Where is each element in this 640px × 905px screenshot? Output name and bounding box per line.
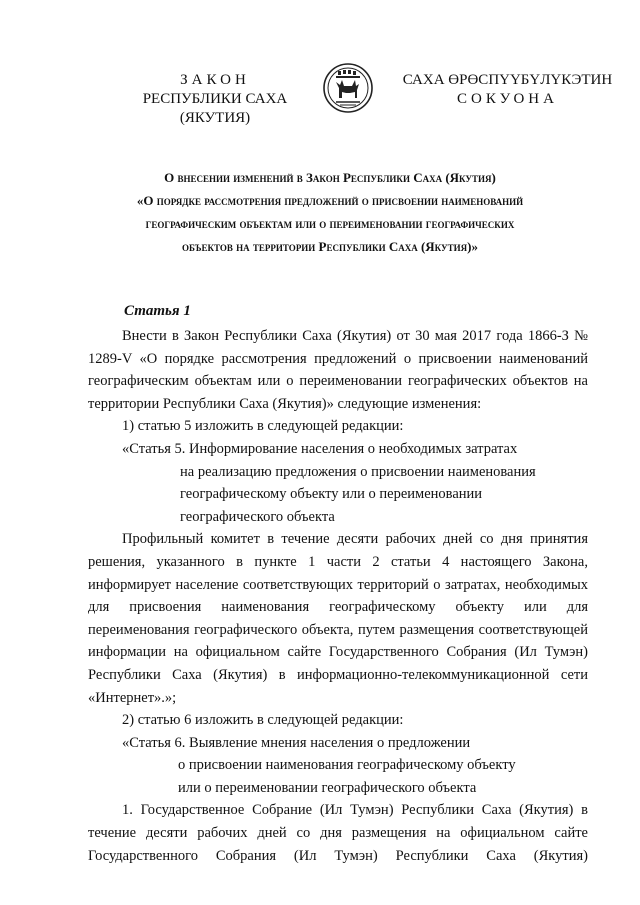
article-heading: Статья 1 xyxy=(124,303,191,319)
article-6-text: 1. Государственное Собрание (Ил Тумэн) Республики Саха (Якутия) в течение десяти рабочих дней со дня размещения на официальном сайте Государственного Собрания (Ил Тумэн) Республики Саха (Якутия) xyxy=(88,802,588,864)
header-law-label: ЗАКОН xyxy=(180,72,250,88)
article-6-heading-1: «Статья 6. Выявление мнения населения о предложении xyxy=(122,734,471,751)
article-6-heading-3: или о переименовании географического объекта xyxy=(178,779,477,796)
title-line-2: «О порядке рассмотрения предложений о присвоении наименований xyxy=(136,193,524,208)
article-6-heading-2: о присвоении наименования географическому объекту xyxy=(178,757,516,774)
item-2: 2) статью 6 изложить в следующей редакции: xyxy=(122,712,404,729)
document-body xyxy=(88,325,588,867)
article-5-heading-4: географического объекта xyxy=(180,508,335,525)
header-left xyxy=(110,71,320,128)
article-5-heading-2: на реализацию предложения о присвоении наименования xyxy=(180,463,536,480)
article-5-text: Профильный комитет в течение десяти рабочих дней со дня принятия решения, указанного в пункте 1 части 2 статьи 4 настоящего Закона, информирует население соответствующих территорий о затратах, необходимых для присвоения наименования географическому объекту или для переименования географического объекта, путем размещения соответствующей информации на официальном сайте Государственного Собрания (Ил Тумэн) Республики Саха (Якутия) в информационно-телекоммуникационной сети «Интернет».»; xyxy=(88,531,588,706)
document-title xyxy=(100,166,560,258)
item-1: 1) статью 5 изложить в следующей редакции: xyxy=(122,418,404,435)
title-line-3: географическим объектам или о переименовании географических xyxy=(145,216,515,231)
header-sokuona-label: СОКУОНА xyxy=(457,91,558,107)
title-line-4: объектов на территории Республики Саха (Якутия)» xyxy=(182,239,478,254)
article-5-heading-3: географическому объекту или о переименовании xyxy=(180,486,483,503)
article-5-heading-1: «Статья 5. Информирование населения о необходимых затратах xyxy=(122,440,518,457)
header-right xyxy=(400,71,615,109)
coat-of-arms-emblem-icon xyxy=(322,62,374,114)
header-republic-label: РЕСПУБЛИКИ САХА (ЯКУТИЯ) xyxy=(142,91,288,126)
title-line-1: О внесении изменений в Закон Республики Саха (Якутия) xyxy=(164,170,496,185)
intro-paragraph: Внести в Закон Республики Саха (Якутия) от 30 мая 2017 года 1866-З № 1289-V «О порядке рассмотрения предложений о присвоении наименований географическим объектам или о переименовании географических объектов на территории Республики Саха (Якутия)» следующие изменения: xyxy=(88,328,588,412)
header-sakha-law-label: САХА ӨРӨСПҮҮБҮЛҮКЭТИН xyxy=(402,72,613,88)
